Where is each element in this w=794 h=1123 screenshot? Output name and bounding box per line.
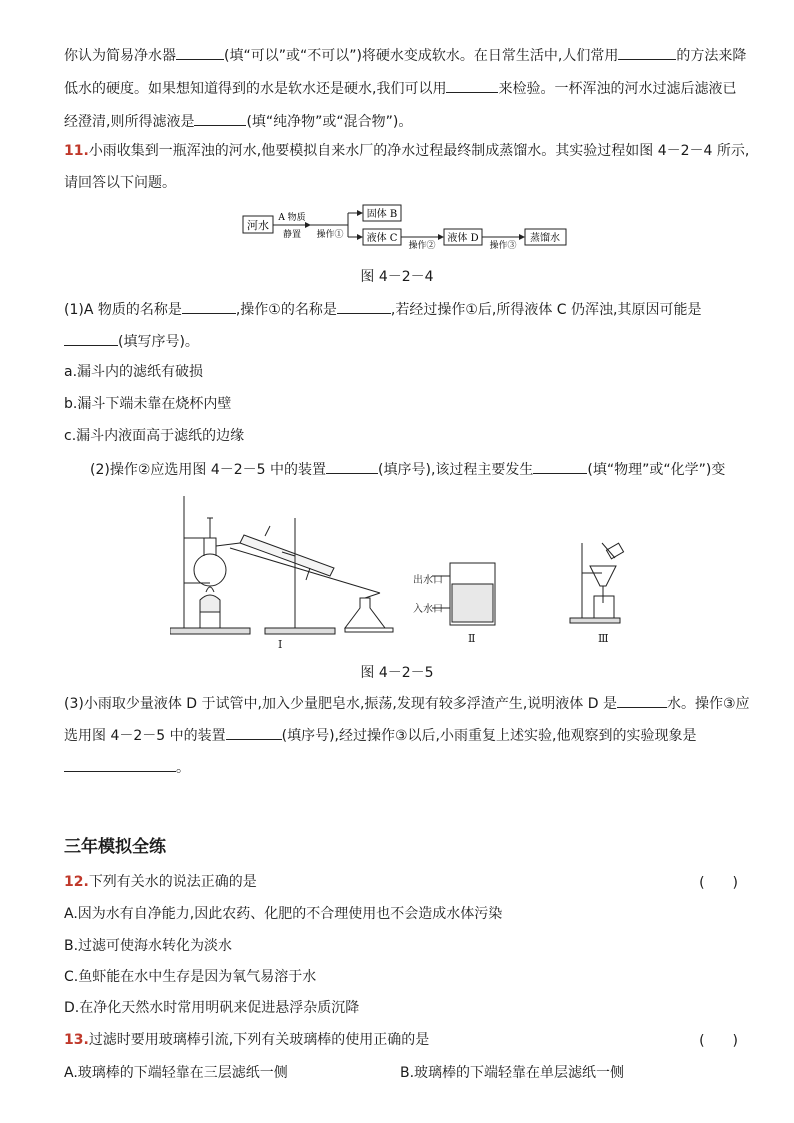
section-title: 三年模拟全练 <box>64 837 166 857</box>
flow-label-reagent: A 物质 <box>278 213 306 223</box>
option-b: B.玻璃棒的下端轻靠在单层滤纸一侧 <box>400 1065 625 1081</box>
answer-blank[interactable] <box>326 458 378 474</box>
answer-paren[interactable]: ( ) <box>699 1033 738 1049</box>
option-a: A.玻璃棒的下端轻靠在三层滤纸一侧 <box>64 1065 288 1081</box>
text: ,操作①的名称是 <box>235 302 337 318</box>
flow-label-solid-b: 固体 B <box>366 209 398 220</box>
flow-label-op2: 操作② <box>408 241 436 251</box>
question-number: 12. <box>64 874 89 890</box>
text: (1)A 物质的名称是 <box>64 302 182 318</box>
answer-blank[interactable] <box>64 330 118 346</box>
apparatus-label-1: Ⅰ <box>278 638 283 651</box>
text: 经澄清,则所得滤液是 <box>64 114 195 130</box>
q11-part1 <box>64 298 744 320</box>
apparatus-figure <box>170 488 640 653</box>
text: 低水的硬度。如果想知道得到的水是软水还是硬水,我们可以用 <box>64 81 447 97</box>
flow-label-liquid-d: 液体 D <box>447 233 479 244</box>
inlet-label: 入水口 <box>413 604 443 615</box>
q13-stem <box>64 1030 744 1050</box>
question-number: 13. <box>64 1032 89 1048</box>
answer-blank[interactable] <box>182 298 236 314</box>
text: (填序号),该过程主要发生 <box>378 462 534 478</box>
answer-blank[interactable] <box>533 458 587 474</box>
option-b: b.漏斗下端未靠在烧杯内壁 <box>64 396 232 412</box>
figure-caption: 图 4－2－5 <box>360 665 434 681</box>
text: (填“物理”或“化学”)变 <box>587 462 726 478</box>
text: 请回答以下问题。 <box>64 175 176 191</box>
option-c: C.鱼虾能在水中生存是因为氧气易溶于水 <box>64 969 317 985</box>
apparatus-label-2: Ⅱ <box>468 632 476 645</box>
option-c: c.漏斗内液面高于滤纸的边缘 <box>64 428 245 444</box>
text: 。 <box>176 760 190 776</box>
text-line <box>64 110 744 132</box>
option-d: D.在净化天然水时常用明矾来促进悬浮杂质沉降 <box>64 1000 360 1016</box>
q11-stem <box>64 141 750 161</box>
q11-part3-line3 <box>64 756 744 778</box>
text: ,若经过操作①后,所得液体 C 仍浑浊,其原因可能是 <box>390 302 702 318</box>
question-number: 11. <box>64 143 89 159</box>
answer-blank[interactable] <box>176 44 224 60</box>
text: 选用图 4－2－5 中的装置 <box>64 728 226 744</box>
distillation-apparatus <box>170 496 393 651</box>
flow-label-op3: 操作③ <box>489 241 517 251</box>
flow-label-liquid-c: 液体 C <box>366 233 398 244</box>
text: (填序号),经过操作③以后,小雨重复上述实验,他观察到的实验现象是 <box>281 728 697 744</box>
flow-label-river: 河水 <box>247 219 269 232</box>
text: 小雨收集到一瓶浑浊的河水,他要模拟自来水厂的净水过程最终制成蒸馏水。其实验过程如图 4－2－4 所示, <box>88 143 750 159</box>
text: (填“可以”或“不可以”)将硬水变成软水。在日常生活中,人们常用 <box>224 48 619 64</box>
text-line <box>64 77 744 99</box>
flow-label-op1: 操作① <box>316 230 344 240</box>
answer-blank[interactable] <box>337 298 391 314</box>
text: (填“纯净物”或“混合物”)。 <box>246 114 413 130</box>
flow-label-distilled: 蒸馏水 <box>530 233 560 244</box>
text: 你认为简易净水器 <box>64 48 176 64</box>
flow-label-settle: 静置 <box>282 230 302 240</box>
text: 水。操作③应 <box>667 696 750 712</box>
answer-blank[interactable] <box>446 77 498 93</box>
filtration-apparatus <box>570 543 624 645</box>
purifier-apparatus <box>413 563 495 645</box>
text: (2)操作②应选用图 4－2－5 中的装置 <box>90 462 327 478</box>
answer-blank[interactable] <box>194 110 246 126</box>
option-a: A.因为水有自净能力,因此农药、化肥的不合理使用也不会造成水体污染 <box>64 906 503 922</box>
q11-part2 <box>90 458 770 480</box>
q11-part1-line2 <box>64 330 744 352</box>
apparatus-label-3: Ⅲ <box>598 632 609 645</box>
answer-blank[interactable] <box>226 724 282 740</box>
q12-stem <box>64 872 744 892</box>
text-line <box>64 44 747 66</box>
option-b: B.过滤可使海水转化为淡水 <box>64 938 233 954</box>
text: (3)小雨取少量液体 D 于试管中,加入少量肥皂水,振荡,发现有较多浮渣产生,说明液体 D 是 <box>64 696 617 712</box>
answer-blank[interactable] <box>617 692 667 708</box>
q11-part3-line2 <box>64 724 744 746</box>
text: 下列有关水的说法正确的是 <box>88 874 257 890</box>
text: 的方法来降 <box>676 48 747 64</box>
flow-chart <box>240 200 570 252</box>
text: (填写序号)。 <box>118 334 199 350</box>
answer-paren[interactable]: ( ) <box>699 875 738 891</box>
text: 过滤时要用玻璃棒引流,下列有关玻璃棒的使用正确的是 <box>88 1032 430 1048</box>
figure-caption: 图 4－2－4 <box>360 269 434 285</box>
q11-stem-line2 <box>64 173 744 193</box>
text: 来检验。一杯浑浊的河水过滤后滤液已 <box>498 81 737 97</box>
answer-blank[interactable] <box>64 756 176 772</box>
answer-blank[interactable] <box>618 44 676 60</box>
option-a: a.漏斗内的滤纸有破损 <box>64 364 204 380</box>
outlet-label: 出水口 <box>413 575 443 586</box>
q11-part3 <box>64 692 750 714</box>
